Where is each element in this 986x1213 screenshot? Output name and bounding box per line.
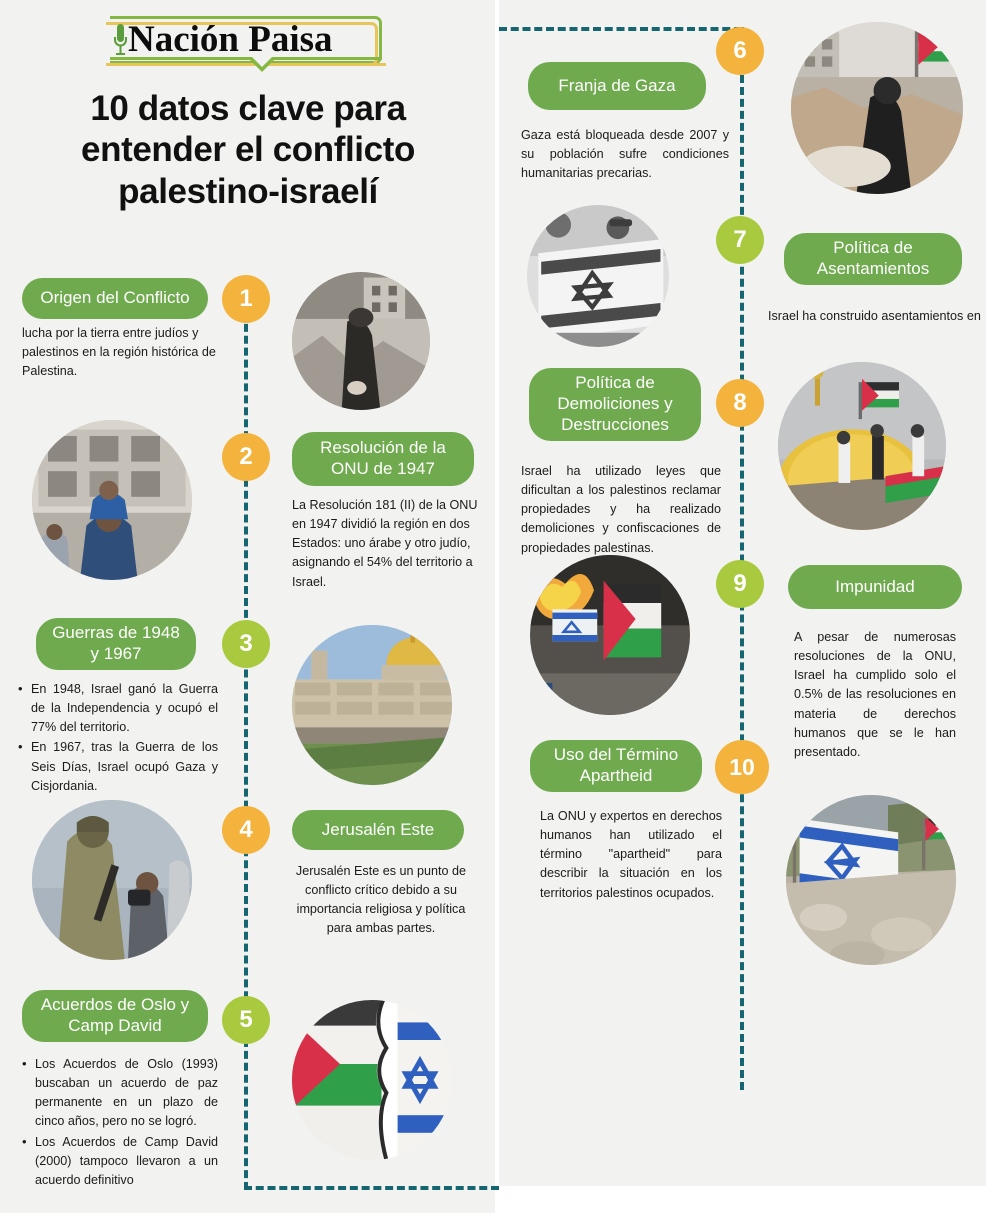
item-badge-2: 2 bbox=[222, 433, 270, 481]
microphone-icon bbox=[114, 24, 127, 58]
item-body-8: Israel ha utilizado leyes que dificultan a los palestinos reclamar propiedades y ha realizado demoliciones y confiscaciones de propiedades palestinas. bbox=[521, 464, 721, 555]
item-title-7: Política de Asentamientos bbox=[784, 233, 962, 285]
item-photo-5 bbox=[292, 1000, 452, 1160]
item-bullets-5 bbox=[20, 1055, 218, 1191]
item-title-3: Guerras de 1948 y 1967 bbox=[36, 618, 196, 670]
item-photo-1 bbox=[292, 272, 430, 410]
item-body-7: Israel ha construido asentamientos en bbox=[768, 309, 981, 323]
timeline-left-bottom-connector bbox=[244, 1186, 499, 1190]
timeline-right-vertical bbox=[740, 27, 744, 1090]
item-body-6: Gaza está bloqueada desde 2007 y su población sufre condiciones humanitarias precarias. bbox=[521, 128, 729, 181]
list-item: • Los Acuerdos de Oslo (1993) buscaban un acuerdo de paz permanente en un plazo de cinco años, pero no se logró. bbox=[20, 1055, 218, 1132]
item-badge-4: 4 bbox=[222, 806, 270, 854]
item-title-2: Resolución de la ONU de 1947 bbox=[292, 432, 474, 486]
timeline-right-top-connector bbox=[499, 27, 742, 31]
item-photo-3 bbox=[292, 625, 452, 785]
item-photo-9 bbox=[530, 555, 690, 715]
item-title-1: Origen del Conflicto bbox=[22, 278, 208, 319]
item-badge-5: 5 bbox=[222, 996, 270, 1044]
item-body-10: La ONU y expertos en derechos humanos han utilizado el término "apartheid" para describir la situación en los territorios palestinos ocupados. bbox=[540, 809, 722, 900]
page-title: 10 datos clave para entender el conflicto palestino-israelí bbox=[81, 89, 415, 211]
item-body-4: Jerusalén Este es un punto de conflicto crítico debido a su importancia religiosa y política para ambas partes. bbox=[295, 864, 467, 936]
item-badge-3: 3 bbox=[222, 620, 270, 668]
item-badge-9: 9 bbox=[716, 560, 764, 608]
item-photo-4 bbox=[32, 800, 192, 960]
item-badge-1: 1 bbox=[222, 275, 270, 323]
item-body-2: La Resolución 181 (II) de la ONU en 1947 dividió la región en dos Estados: uno árabe y otro judío, asignando el 54% del territorio a Israel. bbox=[292, 498, 478, 589]
item-photo-2 bbox=[32, 420, 192, 580]
item-badge-7: 7 bbox=[716, 216, 764, 264]
item-title-10: Uso del Término Apartheid bbox=[530, 740, 702, 792]
brand-name: Nación Paisa bbox=[128, 19, 333, 60]
item-body-1: lucha por la tierra entre judíos y palestinos en la región histórica de Palestina. bbox=[22, 326, 216, 379]
right-column-footer bbox=[499, 1186, 986, 1213]
item-bullets-3 bbox=[16, 680, 218, 797]
item-body-9: A pesar de numerosas resoluciones de la ONU, Israel ha cumplido solo el 0.5% de las resoluciones en materia de derechos humanos que se le han presentado. bbox=[794, 630, 956, 759]
item-photo-10 bbox=[786, 795, 956, 965]
item-title-9: Impunidad bbox=[788, 565, 962, 609]
list-item: • En 1948, Israel ganó la Guerra de la Independencia y ocupó el 77% del territorio. bbox=[16, 680, 218, 737]
item-badge-8: 8 bbox=[716, 379, 764, 427]
item-photo-6 bbox=[791, 22, 963, 194]
item-badge-6: 6 bbox=[716, 27, 764, 75]
list-item: • En 1967, tras la Guerra de los Seis Días, Israel ocupó Gaza y Cisjordania. bbox=[16, 738, 218, 795]
item-badge-10: 10 bbox=[715, 740, 769, 794]
list-item: • Los Acuerdos de Camp David (2000) tampoco llevaron a un acuerdo definitivo bbox=[20, 1133, 218, 1190]
item-title-5: Acuerdos de Oslo y Camp David bbox=[22, 990, 208, 1042]
brand-logo bbox=[100, 14, 392, 72]
item-title-6: Franja de Gaza bbox=[528, 62, 706, 110]
item-photo-7 bbox=[527, 205, 669, 347]
item-title-8: Política de Demoliciones y Destrucciones bbox=[529, 368, 701, 441]
item-title-4: Jerusalén Este bbox=[292, 810, 464, 850]
item-photo-8 bbox=[778, 362, 946, 530]
